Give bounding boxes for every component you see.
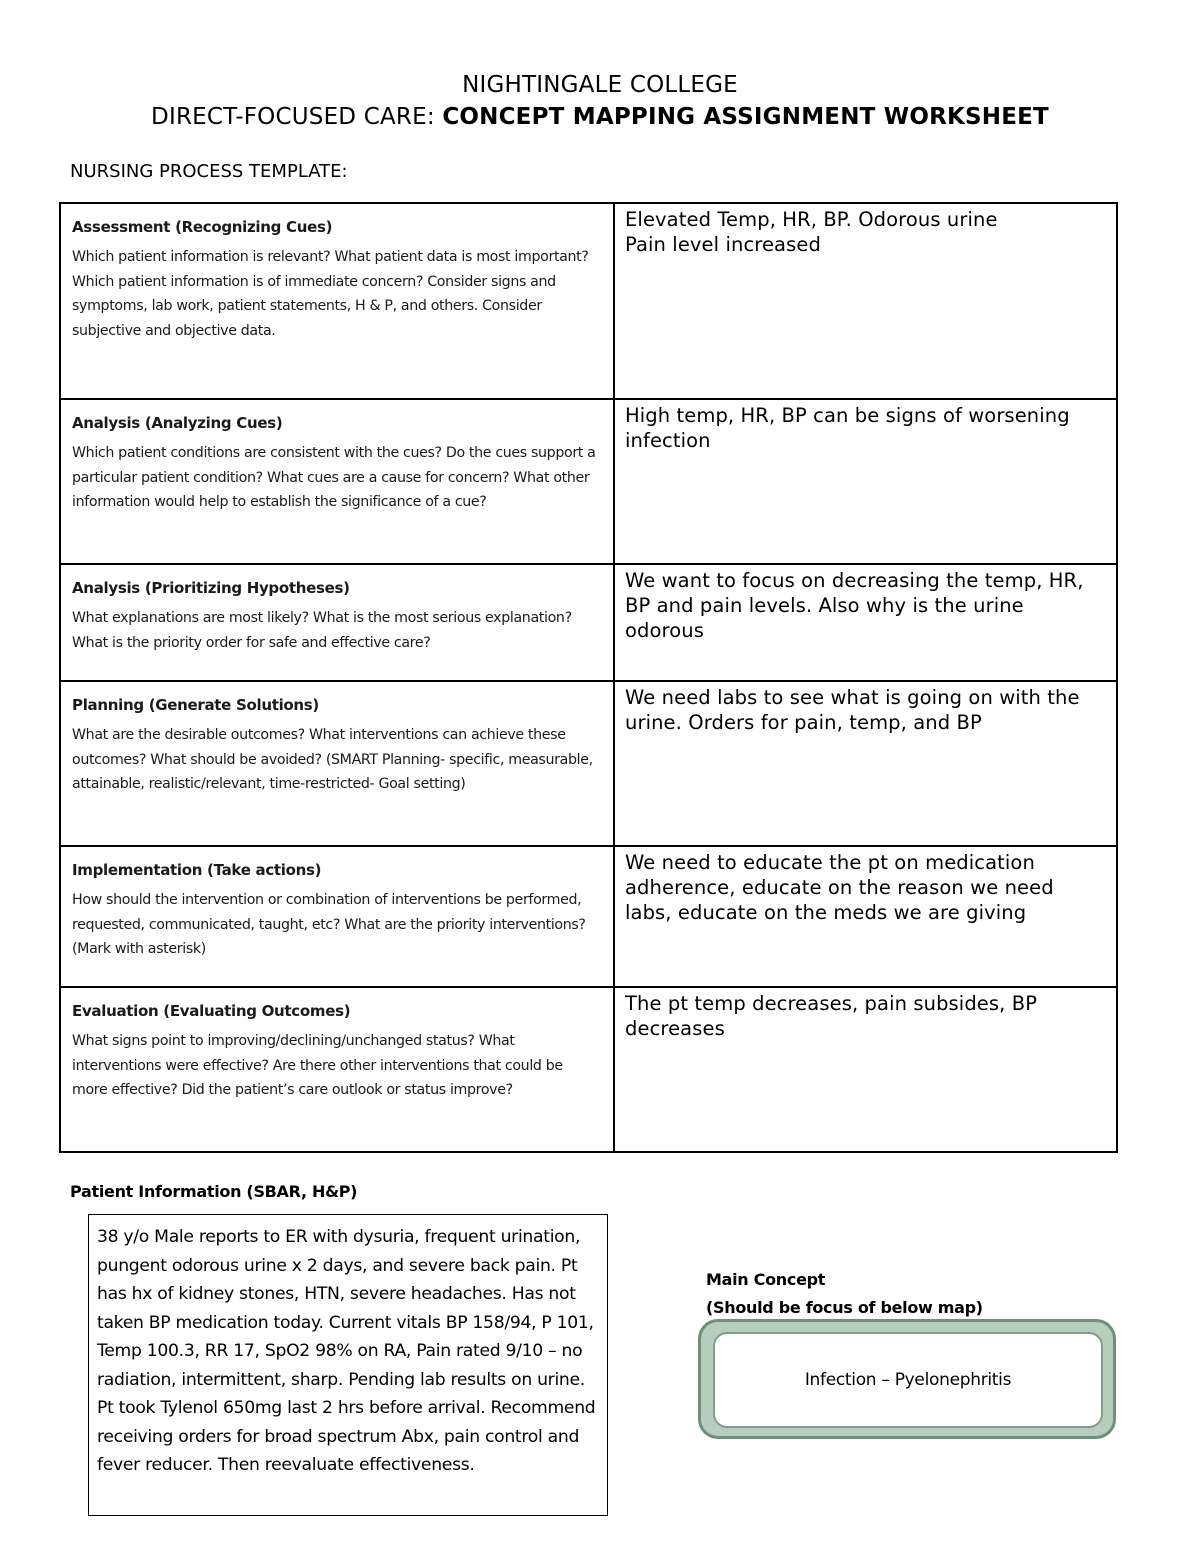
main-concept-value[interactable]: Infection – Pyelonephritis	[713, 1332, 1103, 1428]
answer-line: We need labs to see what is going on with the urine. Orders for pain, temp, and BP	[625, 686, 1086, 734]
answer-line: Elevated Temp, HR, BP. Odorous urine	[625, 208, 998, 231]
worksheet-title-prefix: DIRECT-FOCUSED CARE:	[151, 104, 443, 130]
table-row-evaluation	[60, 987, 1117, 1152]
answer-line: We want to focus on decreasing the temp, HR, BP and pain levels. Also why is the urine odorous	[625, 569, 1090, 642]
patient-info-text-box[interactable]: 38 y/o Male reports to ER with dysuria, frequent urination, pungent odorous urine x 2 days, and severe back pain. Pt has hx of kidney stones, HTN, severe headaches. Has not taken BP medication today. Current vitals BP 158/94, P 101, Temp 100.3, RR 17, SpO2 98% on RA, Pain rated 9/10 – no radiation, intermittent, sharp. Pending lab results on urine. Pt took Tylenol 650mg last 2 hrs before arrival. Recommend receiving orders for broad spectrum Abx, pain control and fever reducer. Then reevaluate effectiveness.	[88, 1214, 608, 1516]
question-cell	[60, 846, 614, 987]
college-name: NIGHTINGALE COLLEGE	[462, 72, 738, 98]
row-heading: Analysis (Analyzing Cues)	[72, 414, 283, 432]
answer-cell[interactable]	[614, 846, 1117, 987]
main-concept-subtitle: (Should be focus of below map)	[706, 1298, 983, 1317]
row-prompt: How should the intervention or combination of interventions be performed, requested, communicated, taught, etc? What are the priority interventions? (Mark with asterisk)	[72, 892, 586, 957]
question-cell	[60, 564, 614, 681]
question-cell	[60, 203, 614, 399]
answer-line: We need to educate the pt on medication adherence, educate on the reason we need labs, educate on the meds we are giving	[625, 851, 1061, 924]
answer-cell[interactable]	[614, 399, 1117, 564]
row-prompt: Which patient information is relevant? What patient data is most important? Which patient information is of immediate concern? Consider signs and symptoms, lab work, patient statements, H & P, and others. Consider subjective and objective data.	[72, 249, 589, 339]
answer-cell[interactable]	[614, 987, 1117, 1152]
row-prompt: What signs point to improving/declining/unchanged status? What interventions were effective? Are there other interventions that could be more effective? Did the patient’s care outlook or status improve?	[72, 1033, 563, 1098]
answer-line: The pt temp decreases, pain subsides, BP decreases	[625, 992, 1044, 1040]
answer-cell[interactable]	[614, 681, 1117, 846]
answer-cell[interactable]	[614, 564, 1117, 681]
row-heading: Planning (Generate Solutions)	[72, 696, 319, 714]
main-concept-label	[706, 1266, 983, 1322]
worksheet-title	[0, 104, 1200, 130]
row-heading: Assessment (Recognizing Cues)	[72, 218, 333, 236]
row-heading: Implementation (Take actions)	[72, 861, 322, 879]
row-prompt: What are the desirable outcomes? What interventions can achieve these outcomes? What should be avoided? (SMART Planning- specific, measurable, attainable, realistic/relevant, time-restricted- Goal setting)	[72, 727, 593, 792]
template-label: NURSING PROCESS TEMPLATE:	[70, 161, 348, 182]
table-row-implementation	[60, 846, 1117, 987]
patient-info-label: Patient Information (SBAR, H&P)	[70, 1182, 358, 1201]
table-row-analyzing-cues	[60, 399, 1117, 564]
row-prompt: Which patient conditions are consistent with the cues? Do the cues support a particular patient condition? What cues are a cause for concern? What other information would help to establish the significance of a cue?	[72, 445, 596, 510]
row-heading: Analysis (Prioritizing Hypotheses)	[72, 579, 350, 597]
row-heading: Evaluation (Evaluating Outcomes)	[72, 1002, 351, 1020]
answer-line: Pain level increased	[625, 233, 821, 256]
nursing-process-table	[59, 202, 1118, 1153]
table-row-prioritizing-hypotheses	[60, 564, 1117, 681]
main-concept-shape	[698, 1319, 1116, 1439]
answer-line: High temp, HR, BP can be signs of worsening infection	[625, 404, 1077, 452]
question-cell	[60, 399, 614, 564]
question-cell	[60, 681, 614, 846]
answer-cell[interactable]	[614, 203, 1117, 399]
table-row-assessment	[60, 203, 1117, 399]
question-cell	[60, 987, 614, 1152]
worksheet-title-bold: CONCEPT MAPPING ASSIGNMENT WORKSHEET	[442, 104, 1049, 130]
main-concept-title: Main Concept	[706, 1270, 826, 1289]
row-prompt: What explanations are most likely? What is the most serious explanation? What is the priority order for safe and effective care?	[72, 610, 572, 651]
table-row-planning	[60, 681, 1117, 846]
